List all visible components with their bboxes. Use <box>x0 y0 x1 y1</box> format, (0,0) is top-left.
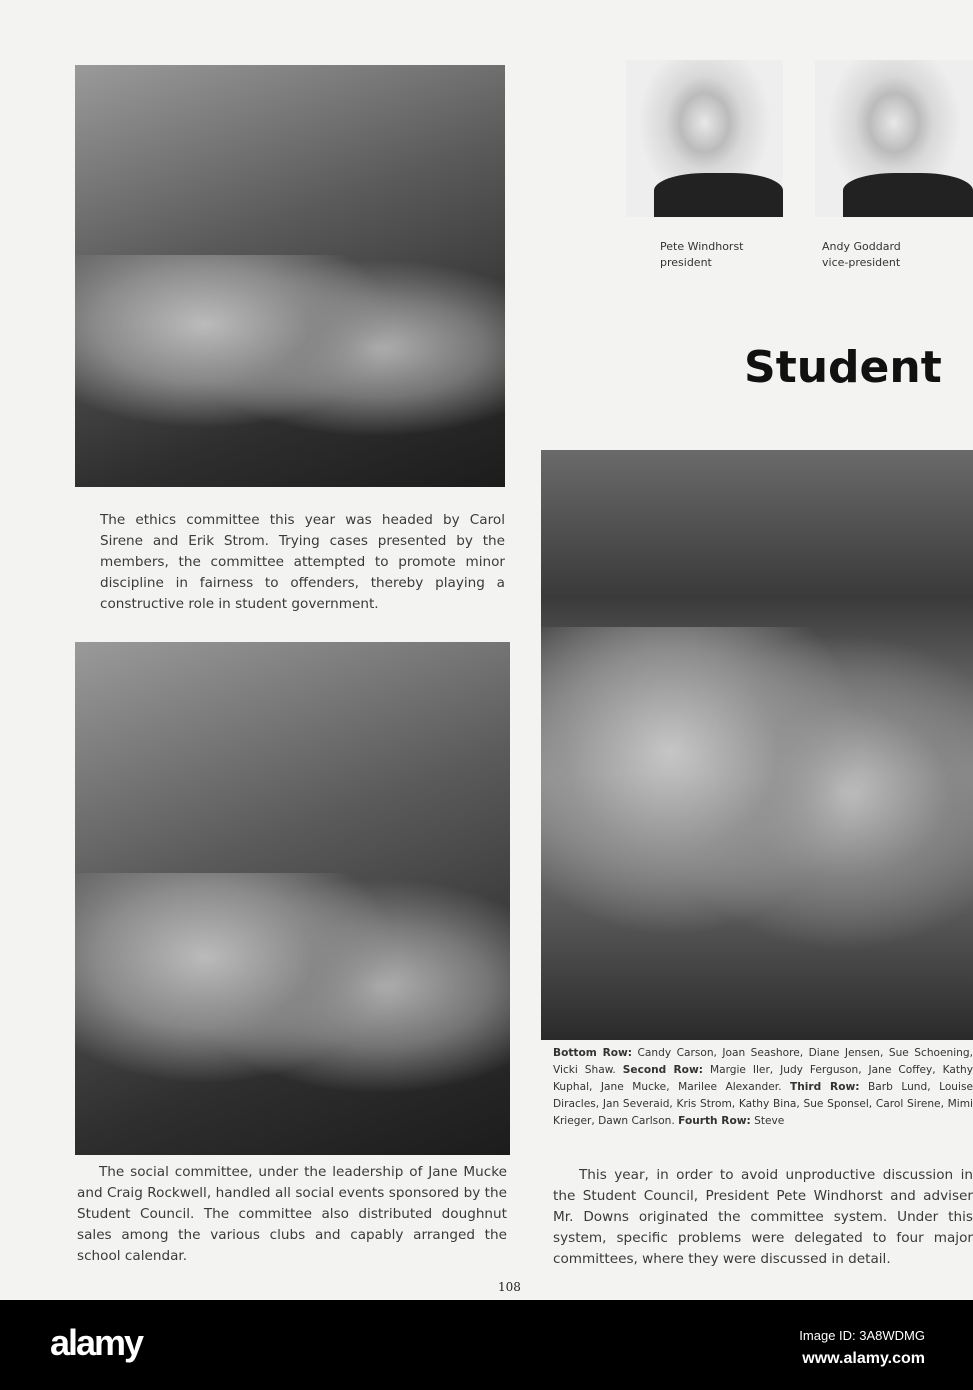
social-committee-photo <box>75 642 510 1155</box>
page-title: Student <box>744 342 942 393</box>
caption-vice-president <box>822 239 901 271</box>
row-names: Steve <box>754 1115 785 1127</box>
officer-name: Andy Goddard <box>822 240 901 253</box>
officer-role: vice-president <box>822 256 901 269</box>
group-photo-caption <box>553 1045 973 1130</box>
alamy-logo: alamy <box>50 1322 143 1363</box>
ethics-committee-photo <box>75 65 505 487</box>
student-council-group-photo <box>541 450 973 1040</box>
row-label: Bottom Row: <box>553 1047 633 1059</box>
row-names: Margie Iler, Judy Ferguson, Jane Coffey, Kathy Kuphal, Jane Mucke, Marilee Alexander. <box>553 1064 973 1093</box>
officer-name: Pete Windhorst <box>660 240 744 253</box>
site-url: www.alamy.com <box>802 1350 925 1367</box>
image-id: Image ID: 3A8WDMG <box>799 1328 925 1343</box>
row-label: Fourth Row: <box>678 1115 751 1127</box>
row-label: Third Row: <box>790 1081 860 1093</box>
page-number: 108 <box>498 1280 521 1294</box>
row-names: Barb Lund, Louise Diracles, Jan Severaid, Kris Strom, Kathy Bina, Sue Sponsel, Carol Sirene, Mimi Krieger, Dawn Carlson. <box>553 1081 973 1127</box>
portrait-president <box>626 60 783 217</box>
row-label: Second Row: <box>622 1064 703 1076</box>
row-names: Candy Carson, Joan Seashore, Diane Jensen, Sue Schoening, Vicki Shaw. <box>553 1047 973 1076</box>
caption-president <box>660 239 744 271</box>
council-text: This year, in order to avoid unproductive discussion in the Student Council, President Pete Windhorst and adviser Mr. Downs originated the committee system. Under this system, specific problems were delegated to four major committees, where they were discussed in detail. <box>553 1167 973 1267</box>
officer-role: president <box>660 256 712 269</box>
watermark-footer <box>0 1300 973 1390</box>
social-committee-text: The social committee, under the leadership of Jane Mucke and Craig Rockwell, handled all social events sponsored by the Student Council. The committee also distributed doughnut sales among the various clubs and capably arranged the school calendar. <box>77 1164 507 1264</box>
ethics-committee-text: The ethics committee this year was headed by Carol Sirene and Erik Strom. Trying cases presented by the members, the committee attempted to promote minor discipline in fairness to offenders, thereby playing a constructive role in student government. <box>100 512 505 612</box>
portrait-vice-president <box>815 60 973 217</box>
